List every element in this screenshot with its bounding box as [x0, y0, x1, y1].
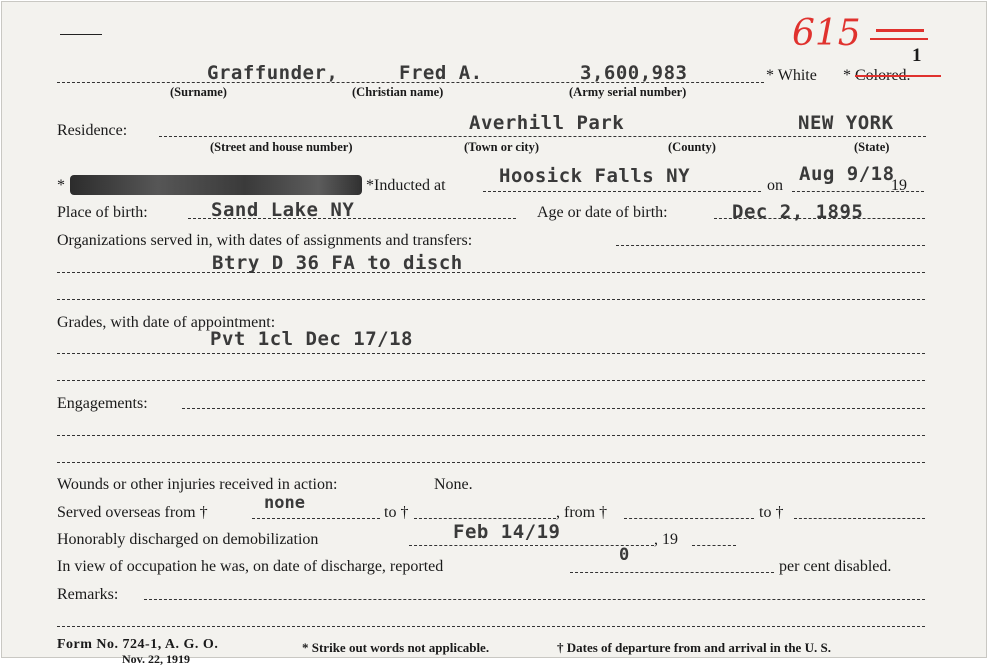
caption-surname: (Surname): [170, 85, 227, 99]
overseas-from-value: none: [264, 493, 305, 513]
form-number: Form No. 724-1, A. G. O.: [57, 637, 219, 652]
residence-town-value: Averhill Park: [469, 112, 625, 134]
disability-line: [570, 572, 774, 573]
organizations-line-2: [57, 272, 925, 273]
footer-print-date: Nov. 22, 1919: [122, 652, 191, 666]
wounds-label: Wounds or other injuries received in action:: [57, 476, 338, 493]
discharge-date-line: [409, 545, 654, 546]
overseas-to2-label: to †: [759, 504, 784, 521]
discharge-year-line: [692, 545, 736, 546]
organizations-line-3: [57, 299, 925, 300]
footer-strike-note: * Strike out words not applicable.: [302, 640, 490, 655]
organizations-line-1: [616, 245, 925, 246]
overseas-from2-line: [624, 518, 754, 519]
caption-town: (Town or city): [464, 140, 539, 154]
caption-christian-name: (Christian name): [352, 85, 444, 99]
date-of-birth-value: Dec 2, 1895: [732, 201, 864, 223]
colored-strikethrough: [855, 75, 941, 77]
overseas-to-line: [414, 518, 556, 519]
served-overseas-label: Served overseas from †: [57, 504, 208, 521]
overseas-to2-line: [794, 518, 925, 519]
red-pencil-mark: [870, 38, 928, 40]
residence-label: Residence:: [57, 122, 128, 139]
wounds-value: None.: [434, 476, 473, 493]
organizations-value: Btry D 36 FA to disch: [212, 252, 463, 274]
inducted-year-suffix: 19: [891, 177, 907, 194]
inducted-place-line: [483, 191, 761, 192]
engagements-line-3: [57, 462, 925, 463]
race-colored-label: * Colored.: [843, 67, 911, 84]
service-record-card: [1, 1, 987, 666]
serial-number-value: 3,600,983: [580, 62, 688, 84]
remarks-line-2: [57, 626, 925, 627]
remarks-line-1: [144, 599, 925, 600]
place-of-birth-label: Place of birth:: [57, 204, 148, 221]
caption-county: (County): [668, 140, 716, 154]
top-left-rule: [60, 34, 102, 35]
handwritten-record-number: 615: [792, 13, 861, 54]
date-of-birth-label: Age or date of birth:: [537, 204, 668, 221]
overseas-from2-label: , from †: [556, 504, 608, 521]
place-of-birth-value: Sand Lake NY: [211, 199, 355, 221]
disability-value: 0: [619, 545, 630, 565]
enlisted-star: *: [57, 177, 65, 194]
overseas-from-line: [252, 518, 380, 519]
card-number: 1: [912, 45, 922, 66]
inducted-date-value: Aug 9/18: [799, 163, 895, 185]
engagements-line-1: [182, 408, 925, 409]
christian-name-value: Fred A.: [399, 62, 483, 84]
footer-dates-note: † Dates of departure from and arrival in the U. S.: [557, 640, 831, 655]
grades-value: Pvt 1cl Dec 17/18: [210, 328, 413, 350]
inducted-on-label: on: [767, 177, 783, 194]
disability-label: In view of occupation he was, on date of discharge, reported: [57, 558, 444, 575]
engagements-label: Engagements:: [57, 395, 148, 412]
discharge-date-value: Feb 14/19: [453, 521, 561, 543]
grades-label: Grades, with date of appointment:: [57, 314, 276, 331]
red-pencil-mark: [876, 29, 924, 32]
overseas-to-label: to †: [384, 504, 409, 521]
caption-serial-number: (Army serial number): [569, 85, 687, 99]
remarks-label: Remarks:: [57, 586, 119, 603]
race-white-label: * White: [766, 67, 817, 84]
redacted-strikeout: [70, 175, 362, 195]
organizations-label: Organizations served in, with dates of assignments and transfers:: [57, 232, 473, 249]
caption-state: (State): [854, 140, 890, 154]
disability-suffix: per cent disabled.: [779, 558, 892, 575]
residence-line: [159, 136, 926, 137]
grades-line-2: [57, 380, 925, 381]
grades-line-1: [57, 353, 925, 354]
discharge-year-suffix: , 19: [654, 531, 678, 548]
engagements-line-2: [57, 435, 925, 436]
discharge-label: Honorably discharged on demobilization: [57, 531, 319, 548]
caption-street: (Street and house number): [210, 140, 353, 154]
surname-value: Graffunder,: [207, 62, 339, 84]
inducted-place-value: Hoosick Falls NY: [499, 165, 691, 187]
inducted-at-label: *Inducted at: [366, 177, 446, 194]
residence-state-value: NEW YORK: [798, 112, 894, 134]
